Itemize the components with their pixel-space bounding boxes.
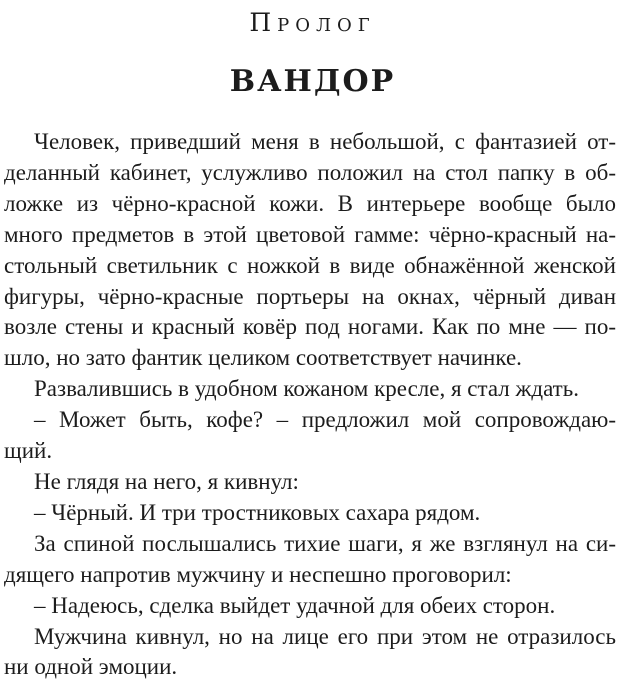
text-line: Человек, приведший меня в небольшой, с фантазией от-: [34, 129, 616, 154]
text-line: – Чёрный. И три тростниковых сахара рядом.: [34, 499, 481, 525]
text-line: деланный кабинет, услужливо положил на стол папку в об-: [4, 159, 616, 185]
text-line: Мужчина кивнул, но на лице его при этом не отразилось: [34, 623, 616, 649]
text-line: – Надеюсь, сделка выйдет удачной для обеих сторон.: [34, 592, 556, 618]
text-line: Не глядя на него, я кивнул:: [34, 468, 299, 494]
chapter-title: ВАНДОР: [229, 64, 396, 99]
text-line: – Может быть, кофе? – предложил мой сопровождаю-: [34, 407, 616, 433]
text-line: фигуры, чёрно-красные портьеры на окнах, чёрный диван: [4, 283, 616, 309]
text-line: За спиной послышались тихие шаги, я же взглянул на си-: [34, 530, 616, 556]
text-line: возле стены и красный ковёр под ногами. Как по мне — по-: [4, 314, 616, 340]
body-text: [4, 127, 616, 683]
text-line: ни одной эмоции.: [4, 654, 178, 680]
text-line: Развалившись в удобном кожаном кресле, я стал ждать.: [34, 376, 579, 402]
text-line: ложке из чёрно-красной кожи. В интерьере вообще было: [4, 190, 616, 216]
text-line: щий.: [4, 438, 53, 464]
text-line: много предметов в этой цветовой гамме: чёрно-красный на-: [4, 221, 616, 247]
text-line: шло, но зато фантик целиком соответствует начинке.: [4, 345, 522, 371]
text-line: стольный светильник с ножкой в виде обнажённой женской: [4, 252, 616, 278]
chapter-kicker: Пролог: [249, 8, 376, 37]
text-line: дящего напротив мужчину и неспешно проговорил:: [4, 561, 512, 587]
